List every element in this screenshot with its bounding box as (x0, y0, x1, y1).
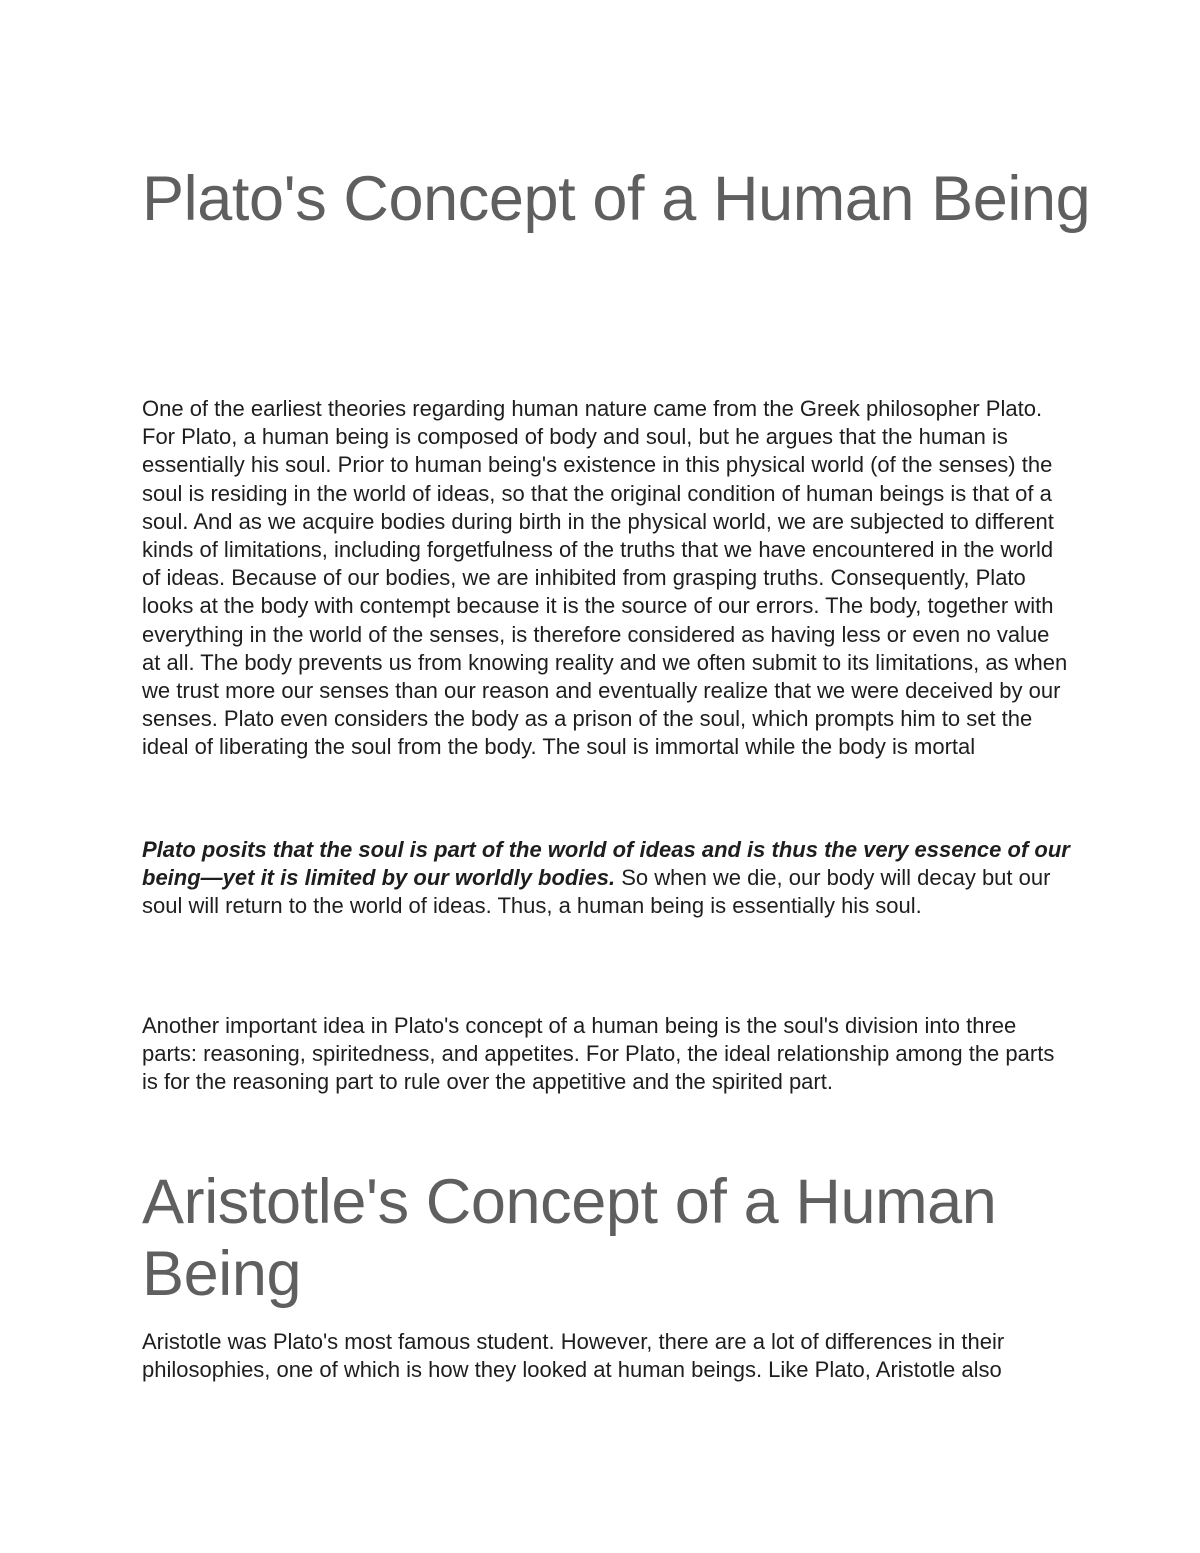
paragraph-aristotle-intro: Aristotle was Plato's most famous student. However, there are a lot of differences in their philosophies, one of which is how they looked at human beings. Like Plato, Aristotle also (142, 1329, 1005, 1383)
heading-plato: Plato's Concept of a Human Being (142, 164, 1091, 234)
paragraph-plato-intro: One of the earliest theories regarding human nature came from the Greek philosopher Plato. For Plato, a human being is composed of body and soul, but he argues that the human is essentially his soul. Prior to human being's existence in this physical world (of the senses) the soul is residing in the world of ideas, so that the original condition of human beings is that of a soul. And as we acquire bodies during birth in the physical world, we are subjected to different kinds of limitations, including forgetfulness of the truths that we have encountered in the world of ideas. Because of our bodies, we are inhibited from grasping truths. Consequently, Plato looks at the body with contempt because it is the source of our errors. The body, together with everything in the world of the senses, is therefore considered as having less or even no value at all. The body prevents us from knowing reality and we often submit to its limitations, as when we trust more our senses than our reason and eventually realize that we were deceived by our senses. Plato even considers the body as a prison of the soul, which prompts him to set the ideal of liberating the soul from the body. The soul is immortal while the body is mortal (142, 396, 1068, 760)
emphasized-statement: Plato posits that the soul is part of the world of ideas and is thus the very essence of our being—yet it is limited by our worldly bodies. (142, 837, 1070, 891)
paragraph-plato-soul-rest: So when we die, our body will decay but our soul will return to the world of ideas. Thus, a human being is essentially his soul. (142, 865, 1051, 919)
paragraph-plato-soul-division: Another important idea in Plato's concept of a human being is the soul's division into three parts: reasoning, spiritedness, and appetites. For Plato, the ideal relationship among the parts is for the reasoning part to rule over the appetitive and the spirited part. (142, 1013, 1055, 1095)
paragraph-plato-soul (142, 836, 1072, 921)
heading-aristotle: Aristotle's Concept of a Human Being (142, 1167, 997, 1309)
